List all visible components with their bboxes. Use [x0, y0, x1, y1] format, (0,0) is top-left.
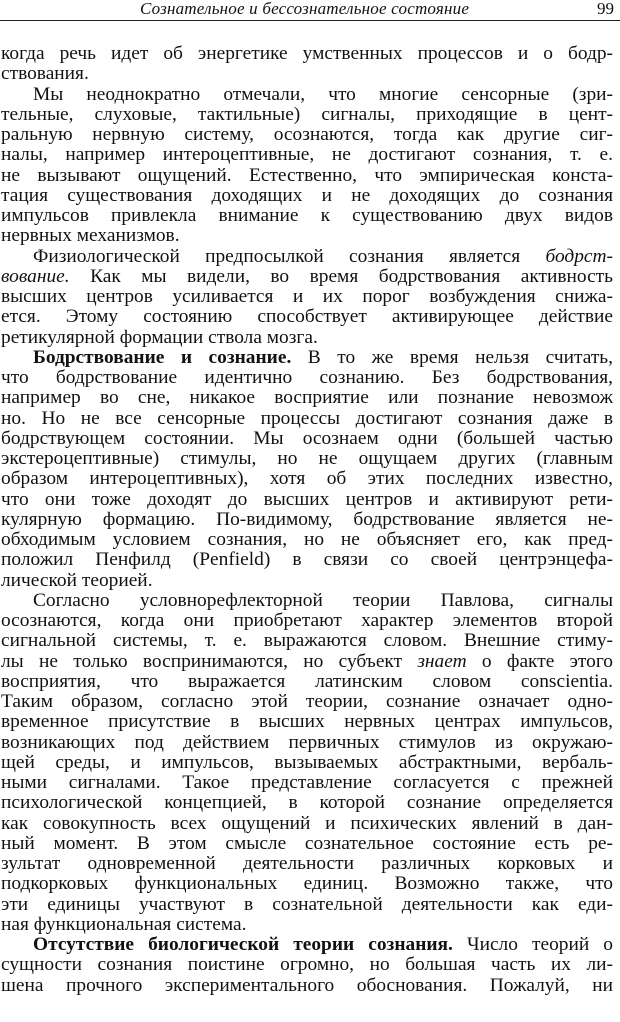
italic-term: бодрст- [545, 245, 613, 267]
italic-term: вование. [1, 265, 70, 287]
header-rule [0, 20, 620, 21]
text-line: тация существования доходящих и не доходящих до сознания [1, 184, 613, 206]
text-line: но. Но не все сенсорные процессы достигают сознания даже в [1, 407, 613, 429]
text-line: восприятия, что выражается латинским словом conscientia. [1, 670, 613, 692]
text-line: ствования. [1, 63, 89, 85]
text-line: ретикулярной формации ствола мозга. [1, 326, 318, 348]
text-line: щей среды, и импульсов, вызываемых абстрактными, вербаль- [1, 751, 613, 773]
section-heading: Отсутствие биологической теории сознания. [33, 934, 453, 955]
text-line: вование. Как мы видели, во время бодрствования активность [1, 265, 613, 287]
text-line: лы не только воспринимаются, но субъект знает о факте этого [1, 650, 613, 672]
text-line: Бодрствование и сознание. В то же время нельзя считать, [33, 346, 613, 368]
text-line: высших центров усиливается и их порог возбуждения снижа- [1, 286, 613, 307]
text-line: возникающих под действием первичных стимулов из окружаю- [1, 731, 613, 753]
text-line: ный момент. В этом смысле сознательное состояние есть ре- [1, 832, 613, 854]
text-line: импульсов привлекла внимание к существованию двух видов [1, 205, 613, 226]
text-line: психологической концепцией, в которой сознание определяется [1, 792, 613, 814]
text-line: экстероцептивные) стимулы, но не ощущаем других (главным [1, 448, 613, 469]
text-line: обходимым условием сознания, но не объясняет его, как пред- [1, 529, 613, 550]
text-line: бодрствующем состоянии. Мы осознаем одни (большей частью [1, 427, 613, 449]
text-line: сущности сознания поистине огромно, но большая часть их ли- [1, 954, 613, 976]
text-line: нервных механизмов. [1, 225, 180, 247]
text-line: образом интероцептивных), хотя об этих последних известно, [1, 468, 613, 490]
text-line: Отсутствие биологической теории сознания. Число теорий о [33, 934, 613, 955]
text-line: что они тоже доходят до высших центров и активируют рети- [1, 488, 613, 510]
text-line: эти единицы участвуют в сознательной деятельности как еди- [1, 893, 613, 915]
text-line: положил Пенфилд (Penfield) в связи со своей центрэнцефа- [1, 549, 613, 571]
text-line: налы, например интероцептивные, не достигают сознания, т. е. [1, 144, 613, 166]
text-line: что бодрствование идентично сознанию. Без бодрствования, [1, 367, 613, 388]
text-line: Физиологической предпосылкой сознания является бодрст- [33, 245, 613, 267]
text-line: Согласно условнорефлекторной теории Павлова, сигналы [33, 589, 613, 611]
text-line: например во сне, никакое восприятие или познание невозмож [1, 387, 613, 409]
text-line: шена прочного экспериментального обоснования. Пожалуй, ни [1, 974, 613, 996]
text-line: сигнальной системы, т. е. выражаются словом. Внешние стиму- [1, 630, 613, 652]
text-line: ными сигналами. Такое представление согласуется с прежней [1, 772, 613, 793]
text-line: когда речь идет об энергетике умственных процессов и о бодр- [1, 43, 613, 64]
running-title: Сознательное и бессознательное состояние [140, 0, 470, 18]
text-line: Мы неоднократно отмечали, что многие сенсорные (зри- [33, 83, 613, 105]
text-line: ется. Этому состоянию способствует активирующее действие [1, 306, 613, 328]
text-line: ная функциональная система. [1, 913, 247, 935]
text-line: не вызывают ощущений. Естественно, что эмпирическая конста- [1, 164, 613, 186]
section-heading: Бодрствование и сознание. [33, 346, 292, 368]
text-line: Таким образом, согласно этой теории, сознание означает одно- [1, 691, 613, 712]
body-text [1, 44, 613, 996]
text-line: подкорковых функциональных единиц. Возможно также, что [1, 873, 613, 895]
text-line: осознаются, когда они приобретают характер элементов второй [1, 610, 613, 631]
text-line: зультат одновременной деятельности различных корковых и [1, 853, 613, 874]
text-line: ральную нервную систему, осознаются, тогда как другие сиг- [1, 124, 613, 145]
text-line: как совокупность всех ощущений и психических явлений в дан- [1, 812, 613, 834]
text-line: лической теорией. [1, 569, 153, 591]
page-number: 99 [597, 0, 614, 18]
text-line: тельные, слуховые, тактильные) сигналы, приходящие в цент- [1, 103, 613, 125]
text-line: временное присутствие в высших нервных центрах импульсов, [1, 711, 613, 733]
italic-term: знает [417, 650, 467, 672]
text-line: кулярную формацию. По-видимому, бодрствование является не- [1, 508, 613, 530]
page-header [0, 0, 620, 20]
